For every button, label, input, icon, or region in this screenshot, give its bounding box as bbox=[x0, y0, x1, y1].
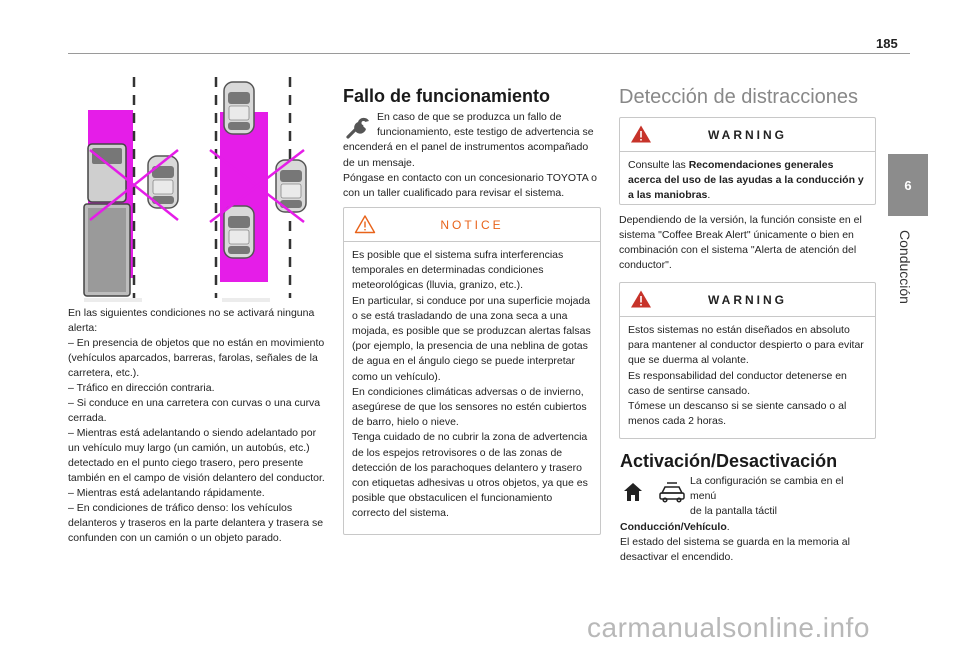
notice-p2: En particular, si conduce por una superficie mojada o se está trasladando de una zona seca a una mojada, es posible que se produzcan alertas falsas (por ejemplo, la presencia de una neblina de gotas de agua en el ángulo ciego se puede interpretar como un vehículo). bbox=[352, 294, 591, 383]
activation-line2: de la pantalla táctil bbox=[690, 505, 777, 518]
list-item: – Mientras está adelantando rápidamente. bbox=[68, 487, 265, 499]
warning-box-2 bbox=[619, 282, 876, 439]
warning-title-2: WARNING bbox=[708, 292, 787, 307]
fallo-text-2: Póngase en contacto con un concesionario TOYOTA o con un taller cualificado para revisar el sistema. bbox=[343, 171, 597, 200]
header-rule bbox=[68, 53, 910, 54]
fallo-text bbox=[343, 110, 599, 201]
notice-title: NOTICE bbox=[440, 217, 504, 232]
warning-header-1 bbox=[620, 118, 875, 152]
warning-body-1 bbox=[620, 152, 875, 210]
list-item: – Si conduce en una carretera con curvas o una curva cerrada. bbox=[68, 397, 321, 424]
blind-spot-illustration bbox=[68, 72, 330, 304]
warning-body-2 bbox=[620, 317, 875, 435]
list-item: – Tráfico en dirección contraria. bbox=[68, 382, 215, 394]
fallo-heading: Fallo de funcionamiento bbox=[343, 86, 551, 106]
chapter-label bbox=[885, 222, 925, 312]
warning2-p2: Es responsabilidad del conductor detenerse en caso de sentirse cansado. bbox=[628, 369, 847, 397]
notice-box bbox=[343, 207, 601, 535]
page-number: 185 bbox=[876, 36, 898, 51]
fallo-line2: funcionamiento, este testigo de advertencia se bbox=[377, 126, 594, 139]
activation-note: El estado del sistema se guarda en la memoria al desactivar el encendido. bbox=[620, 535, 850, 564]
list-item: – En condiciones de tráfico denso: los vehículos delanteros y traseros en la parte delantera y trasera se confunden con un camión o un objeto parado. bbox=[68, 502, 324, 544]
activation-menu-path: Conducción/Vehículo bbox=[620, 520, 727, 533]
list-item: – En presencia de objetos que no están en movimiento (vehículos aparcados, barreras, farolas, señales de la carretera, etc.). bbox=[68, 337, 325, 379]
fallo-line1: En caso de que se produzca un fallo de bbox=[377, 111, 562, 123]
warning1-post: . bbox=[707, 189, 711, 202]
notice-body bbox=[344, 242, 600, 528]
notice-p1: Es posible que el sistema sufra interferencias temporales en determinadas condiciones meteorológicas (lluvia, granizo, etc.). bbox=[352, 249, 564, 292]
notice-p4: Tenga cuidado de no cubrir la zona de advertencia de los espejos retrovisores o de las zonas de detección de los parachoques delantero y trasero con etiquetas adhesivas u otros objetos, ya que es posible que obstaculicen el funcionamiento correcto del sistema. bbox=[352, 431, 588, 520]
warning1-pre: Consulte las bbox=[628, 159, 689, 171]
fallo-text-rest: encenderá en el panel de instrumentos acompañado de un mensaje. bbox=[343, 141, 589, 169]
chapter-tab[interactable] bbox=[888, 154, 928, 216]
warning-triangle-icon bbox=[354, 214, 376, 234]
notice-p3: En condiciones climáticas adversas o de invierno, asegúrese de que los sensores no estén cubiertos de barro, hielo o nieve. bbox=[352, 385, 587, 429]
warning-box-1 bbox=[619, 117, 876, 205]
warning-header-2 bbox=[620, 283, 875, 317]
activation-text bbox=[620, 474, 870, 565]
conditions-intro: En las siguientes condiciones no se activará ninguna alerta: bbox=[68, 307, 315, 334]
activation-menu-suffix: . bbox=[726, 520, 730, 533]
warning2-p1: Estos sistemas no están diseñados en absoluto para mantener al conductor despierto o para evitar que se duerma al volante. bbox=[628, 324, 864, 367]
list-item: – Mientras está adelantando o siendo adelantado por un vehículo muy largo (un camión, un autobús, etc.) detectado en el punto ciego trasero, pero presente también en el campo de visión delantero del conductor. bbox=[68, 427, 325, 484]
activation-line1: La configuración se cambia en el menú bbox=[690, 475, 844, 503]
warning-triangle-icon bbox=[630, 289, 652, 309]
warning-triangle-icon bbox=[630, 124, 652, 144]
activation-heading: Activación/Desactivación bbox=[620, 451, 838, 471]
detection-paragraph: Dependiendo de la versión, la función consiste en el sistema "Coffee Break Alert" únicamente o bien en combinación con el sistema "Alerta de atención del conductor". bbox=[619, 214, 862, 271]
detection-heading: Detección de distracciones bbox=[619, 86, 859, 108]
warning2-p3: Tómese un descanso si se siente cansado o al menos cada 2 horas. bbox=[628, 400, 847, 428]
car-left-lane-top bbox=[224, 82, 254, 134]
warning1-bold: Recomendaciones generales acerca del uso de las ayudas a la conducción y a las maniobras bbox=[628, 159, 864, 202]
watermark: carmanualsonline.info bbox=[587, 612, 870, 643]
chapter-label-text: Conducción bbox=[897, 230, 913, 304]
warning-title-1: WARNING bbox=[708, 127, 787, 142]
car-left-lane-bottom bbox=[224, 206, 254, 258]
chapter-number: 6 bbox=[904, 177, 912, 193]
notice-header bbox=[344, 208, 600, 242]
conditions-list bbox=[68, 306, 330, 546]
